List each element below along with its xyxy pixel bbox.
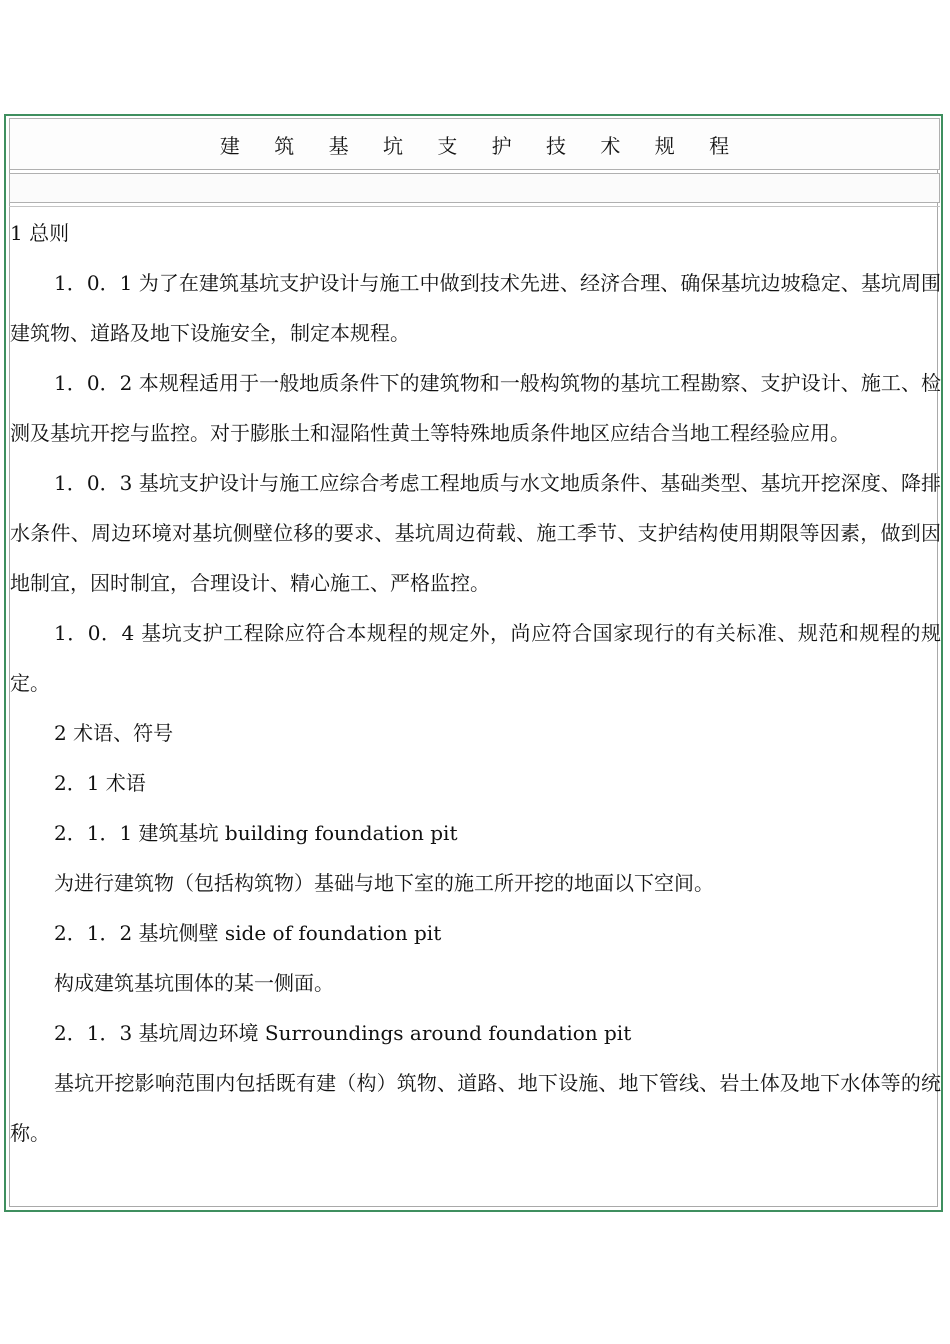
title-row <box>9 118 940 170</box>
subsection-heading-terms: 2．1 术语 <box>54 771 146 795</box>
section-heading-terms-symbols: 2 术语、符号 <box>54 721 174 745</box>
section-heading-general: 1 总则 <box>10 221 70 245</box>
term-2-1-3-definition: 基坑开挖影响范围内包括既有建（构）筑物、道路、地下设施、地下管线、岩土体及地下水体等的统称。 <box>10 1071 941 1145</box>
term-2-1-1-definition: 为进行建筑物（包括构筑物）基础与地下室的施工所开挖的地面以下空间。 <box>54 871 714 895</box>
clause-1-0-1: 1．0．1 为了在建筑基坑支护设计与施工中做到技术先进、经济合理、确保基坑边坡稳定、基坑周围建筑物、道路及地下设施安全，制定本规程。 <box>10 271 941 345</box>
clause-1-0-3: 1．0．3 基坑支护设计与施工应综合考虑工程地质与水文地质条件、基础类型、基坑开挖深度、降排水条件、周边环境对基坑侧壁位移的要求、基坑周边荷载、施工季节、支护结构使用期限等因素，做到因地制宜，因时制宜，合理设计、精心施工、严格监控。 <box>10 471 941 595</box>
term-2-1-1-heading: 2．1．1 建筑基坑 building foundation pit <box>54 821 458 845</box>
separator-line <box>9 206 940 207</box>
clause-1-0-4: 1．0．4 基坑支护工程除应符合本规程的规定外，尚应符合国家现行的有关标准、规范和规程的规定。 <box>10 621 941 695</box>
blank-header-row <box>9 173 940 203</box>
term-2-1-2-definition: 构成建筑基坑围体的某一侧面。 <box>54 971 334 995</box>
page-title: 建 筑 基 坑 支 护 技 术 规 程 <box>219 133 744 158</box>
term-2-1-2-heading: 2．1．2 基坑侧壁 side of foundation pit <box>54 921 442 945</box>
document-body <box>10 208 941 1158</box>
term-2-1-3-heading: 2．1．3 基坑周边环境 Surroundings around foundation pit <box>54 1021 632 1045</box>
clause-1-0-2: 1．0．2 本规程适用于一般地质条件下的建筑物和一般构筑物的基坑工程勘察、支护设计、施工、检测及基坑开挖与监控。对于膨胀土和湿陷性黄土等特殊地质条件地区应结合当地工程经验应用。 <box>10 371 941 445</box>
